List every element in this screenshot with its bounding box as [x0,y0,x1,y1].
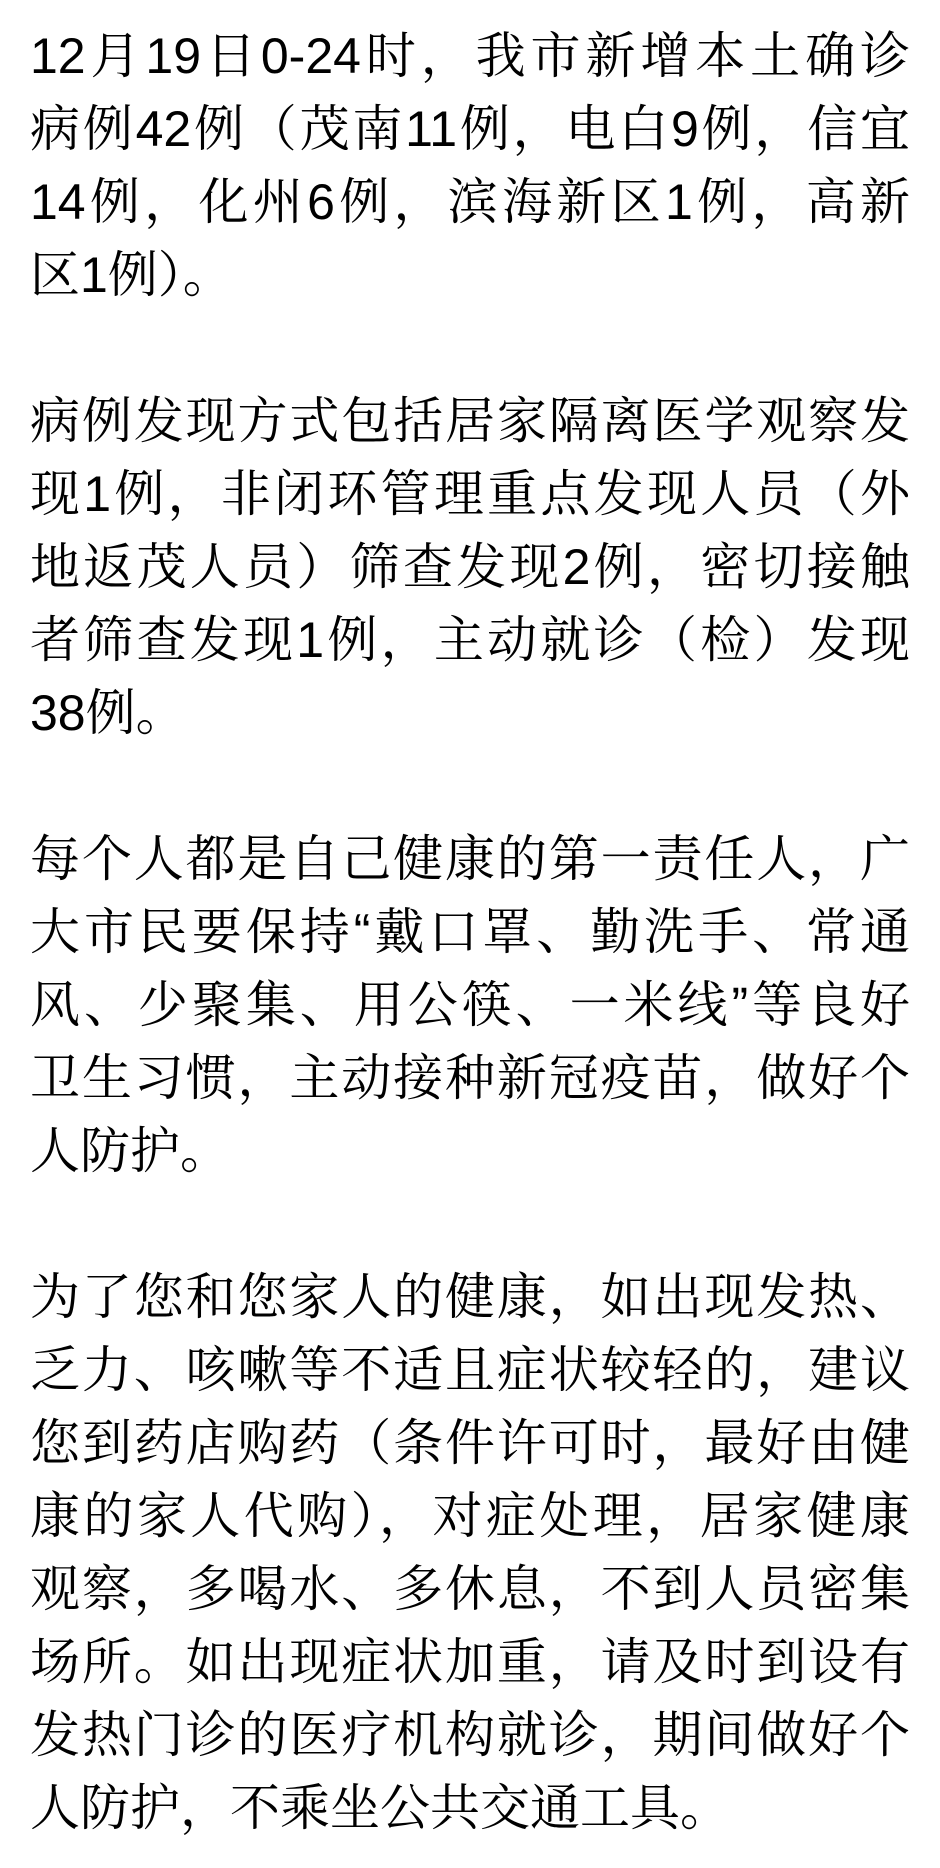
text-line: 人防护。 [30,1123,230,1179]
text-line: 区1例）。 [30,247,233,303]
paragraph [30,20,910,312]
text-line: 大市民要保持“戴口罩、勤洗手、常通 [30,904,910,960]
text-line: 观察，多喝水、多休息，不到人员密集 [30,1561,910,1617]
text-line: 场所。如出现症状加重，请及时到设有 [30,1634,910,1690]
text-line: 者筛查发现1例，主动就诊（检）发现 [30,612,910,668]
text-line: 人防护，不乘坐公共交通工具。 [30,1780,730,1836]
text-line: 您到药店购药（条件许可时，最好由健 [30,1415,910,1471]
text-line: 12月19日0-24时，我市新增本土确诊 [30,28,910,84]
paragraph [30,823,910,1188]
text-line: 风、少聚集、用公筷、一米线”等良好 [30,977,910,1033]
text-line: 现1例，非闭环管理重点发现人员（外 [30,466,910,522]
paragraph [30,1261,910,1845]
text-line: 每个人都是自己健康的第一责任人，广 [30,831,910,887]
text-line: 地返茂人员）筛查发现2例，密切接触 [30,539,910,595]
text-line: 卫生习惯，主动接种新冠疫苗，做好个 [30,1050,910,1106]
text-line: 38例。 [30,685,186,741]
text-line: 病例42例（茂南11例，电白9例，信宜 [30,101,910,157]
text-line: 发热门诊的医疗机构就诊，期间做好个 [30,1707,910,1763]
text-line: 病例发现方式包括居家隔离医学观察发 [30,393,910,449]
paragraph [30,385,910,750]
text-line: 乏力、咳嗽等不适且症状较轻的，建议 [30,1342,910,1398]
text-line: 14例，化州6例，滨海新区1例，高新 [30,174,910,230]
text-line: 为了您和您家人的健康，如出现发热、 [30,1269,910,1325]
text-line: 康的家人代购），对症处理，居家健康 [30,1488,910,1544]
